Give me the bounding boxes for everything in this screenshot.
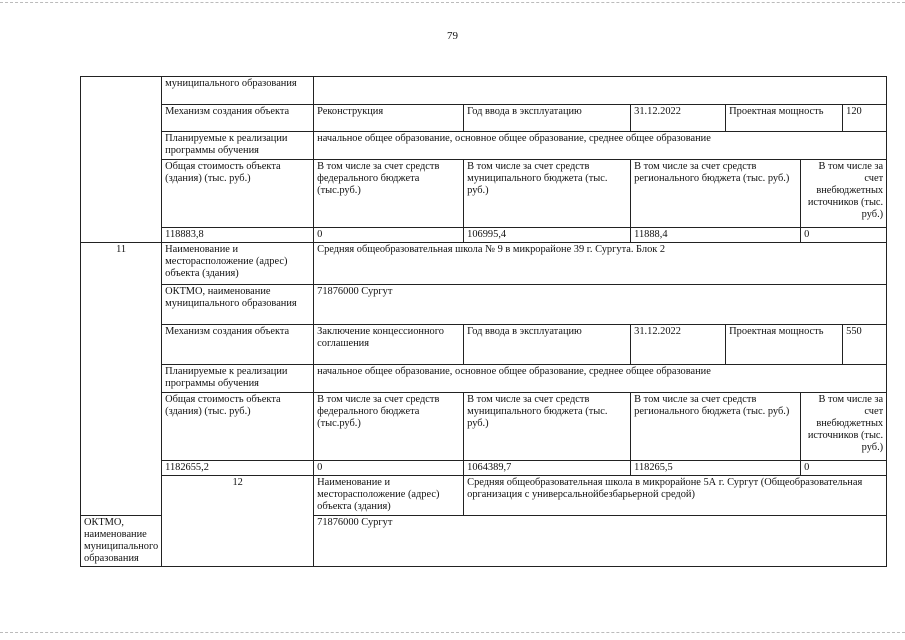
table-row [81,77,887,105]
name-address-label: Наименование и месторасположение (адрес) объекта (здания) [314,476,464,516]
programs-label: Планируемые к реализации программы обучения [162,365,314,393]
mechanism-label: Механизм создания объекта [162,105,314,132]
name-address-value: Средняя общеобразовательная школа в микрорайоне 5А г. Сургут (Общеобразовательная организация с универсальнойбезбарьерной средой) [464,476,887,516]
municipal-value: 106995,4 [464,228,631,243]
federal-value: 0 [314,228,464,243]
name-address-value: Средняя общеобразовательная школа № 9 в микрорайоне 39 г. Сургута. Блок 2 [314,243,887,285]
federal-label: В том числе за счет средств федерального бюджета (тыс.руб.) [314,393,464,461]
row-number: 11 [81,243,162,516]
total-cost-value: 118883,8 [162,228,314,243]
table-row [81,105,887,132]
table-row [81,160,887,228]
table-row [81,476,887,516]
row-number-cell [81,77,162,243]
total-cost-value: 1182655,2 [162,461,314,476]
oktmo-value: 71876000 Сургут [314,285,887,325]
page-number: 79 [447,30,458,42]
scan-edge-bottom [0,632,905,633]
regional-label: В том числе за счет средств регионального бюджета (тыс. руб.) [631,160,801,228]
oktmo-value: 71876000 Сургут [314,516,887,567]
capacity-label: Проектная мощность [726,325,843,365]
federal-label: В том числе за счет средств федерального бюджета (тыс.руб.) [314,160,464,228]
table-row [81,393,887,461]
regional-value: 118265,5 [631,461,801,476]
oktmo-value-cell [314,77,887,105]
table-row [81,325,887,365]
commissioning-value: 31.12.2022 [631,325,726,365]
capacity-label: Проектная мощность [726,105,843,132]
programs-label: Планируемые к реализации программы обучения [162,132,314,160]
federal-value: 0 [314,461,464,476]
capacity-value: 550 [843,325,887,365]
programs-value: начальное общее образование, основное общее образование, среднее общее образование [314,132,887,160]
commissioning-label: Год ввода в эксплуатацию [464,105,631,132]
regional-value: 11888,4 [631,228,801,243]
capacity-value: 120 [843,105,887,132]
extrabudget-value: 0 [801,228,887,243]
municipal-value: 1064389,7 [464,461,631,476]
municipal-label: В том числе за счет средств муниципального бюджета (тыс. руб.) [464,393,631,461]
extrabudget-label: В том числе за счет внебюджетных источников (тыс. руб.) [801,393,887,461]
total-cost-label: Общая стоимость объекта (здания) (тыс. руб.) [162,393,314,461]
table-row [81,285,887,325]
table-row [81,228,887,243]
scan-edge-top [0,2,905,3]
table-row [81,365,887,393]
mechanism-value: Реконструкция [314,105,464,132]
table-row [81,243,887,285]
oktmo-label: ОКТМО, наименование муниципального образования [162,285,314,325]
mechanism-value: Заключение концессионного соглашения [314,325,464,365]
mechanism-label: Механизм создания объекта [162,325,314,365]
extrabudget-label: В том числе за счет внебюджетных источников (тыс. руб.) [801,160,887,228]
programs-value: начальное общее образование, основное общее образование, среднее общее образование [314,365,887,393]
commissioning-value: 31.12.2022 [631,105,726,132]
oktmo-label: ОКТМО, наименование муниципального образования [81,516,162,567]
oktmo-label-tail: муниципального образования [162,77,314,105]
municipal-label: В том числе за счет средств муниципального бюджета (тыс. руб.) [464,160,631,228]
row-number: 12 [162,476,314,567]
name-address-label: Наименование и месторасположение (адрес) объекта (здания) [162,243,314,285]
table-row [81,461,887,476]
extrabudget-value: 0 [801,461,887,476]
total-cost-label: Общая стоимость объекта (здания) (тыс. руб.) [162,160,314,228]
table-row [81,132,887,160]
commissioning-label: Год ввода в эксплуатацию [464,325,631,365]
objects-table [80,76,887,567]
regional-label: В том числе за счет средств регионального бюджета (тыс. руб.) [631,393,801,461]
